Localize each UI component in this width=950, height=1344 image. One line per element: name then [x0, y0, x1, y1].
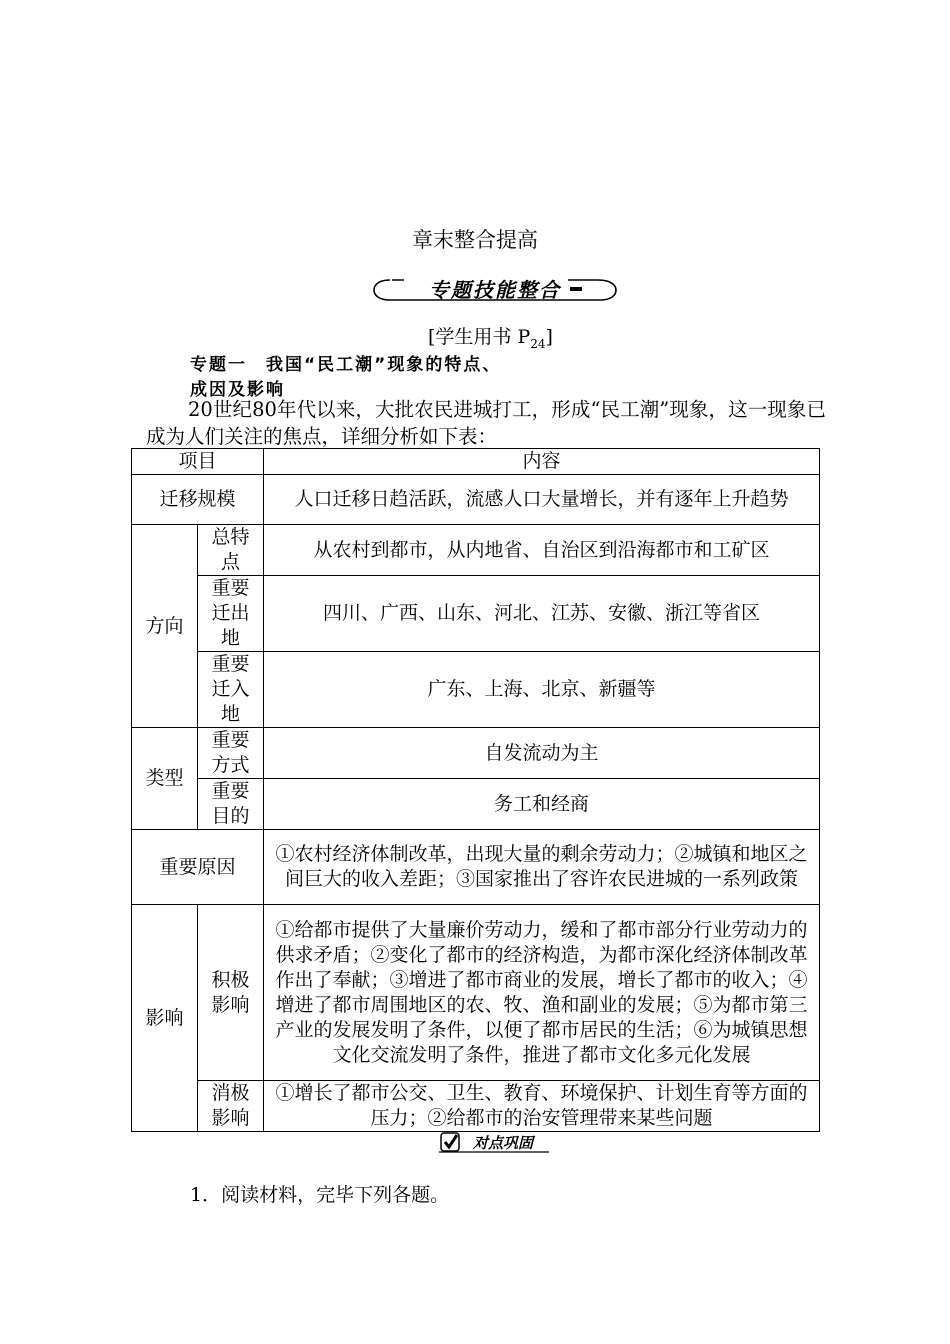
migration-table [131, 448, 820, 1132]
intro-paragraph: 20世纪80年代以来，大批农民进城打工，形成“民工潮”现象，这一现象已成为人们关注的焦点，详细分析如下表： [146, 398, 826, 448]
direction-content: 广东、上海、北京、新疆等 [264, 652, 820, 728]
question-1: 1．阅读材料，完毕下列各题。 [190, 1184, 450, 1206]
chapter-title: 章末整合提高 [412, 228, 538, 252]
cause-label: 重要原因 [132, 830, 264, 905]
book-ref-text: [学生用书 P [428, 326, 531, 348]
type-sub: 重要方式 [198, 728, 264, 779]
type-label: 类型 [132, 728, 198, 830]
type-sub: 重要目的 [198, 779, 264, 830]
scale-label: 迁移规模 [132, 475, 264, 525]
table-row [132, 728, 820, 779]
topic-heading-line2: 成因及影响 [190, 380, 285, 400]
table-row [132, 652, 820, 728]
practice-label: 对点巩固 [473, 1134, 534, 1152]
table-row [132, 830, 820, 905]
banner-label: 专题技能整合 [429, 278, 561, 302]
impact-sub: 消极影响 [198, 1081, 264, 1132]
table-row [132, 779, 820, 830]
topic-heading-line1: 专题一 我国“民工潮”现象的特点、 [190, 355, 502, 375]
type-content: 务工和经商 [264, 779, 820, 830]
table-row [132, 1081, 820, 1132]
cause-content: ①农村经济体制改革，出现大量的剩余劳动力；②城镇和地区之间巨大的收入差距；③国家推出了容许农民进城的一系列政策 [264, 830, 820, 905]
book-reference [428, 322, 553, 351]
impact-content: ①增长了都市公交、卫生、教育、环境保护、计划生育等方面的压力；②给都市的治安管理带来某些问题 [264, 1081, 820, 1132]
scale-content: 人口迁移日趋活跃，流感人口大量增长，并有逐年上升趋势 [264, 475, 820, 525]
impact-content: ①给都市提供了大量廉价劳动力，缓和了都市部分行业劳动力的供求矛盾；②变化了都市的经济构造，为都市深化经济体制改革作出了奉献；③增进了都市商业的发展，增长了都市的收入；④增进了都市周围地区的农、牧、渔和副业的发展；⑤为都市第三产业的发展发明了条件，以便了都市居民的生活；⑥为城镇思想文化交流发明了条件，推进了都市文化多元化发展 [264, 905, 820, 1081]
impact-sub: 积极影响 [198, 905, 264, 1081]
table-row [132, 475, 820, 525]
book-ref-page: 24 [530, 336, 546, 351]
section-banner [370, 272, 620, 308]
direction-content: 从农村到都市，从内地省、自治区到沿海都市和工矿区 [264, 525, 820, 576]
header-content: 内容 [264, 449, 820, 475]
book-ref-close: ] [545, 326, 553, 348]
direction-sub: 重要迁出地 [198, 576, 264, 652]
direction-label: 方向 [132, 525, 198, 728]
header-item: 项目 [132, 449, 264, 475]
practice-badge [437, 1132, 555, 1158]
table-row [132, 525, 820, 576]
table-row [132, 905, 820, 1081]
direction-sub: 重要迁入地 [198, 652, 264, 728]
type-content: 自发流动为主 [264, 728, 820, 779]
direction-content: 四川、广西、山东、河北、江苏、安徽、浙江等省区 [264, 576, 820, 652]
table-row [132, 576, 820, 652]
table-header-row [132, 449, 820, 475]
impact-label: 影响 [132, 905, 198, 1132]
direction-sub: 总特点 [198, 525, 264, 576]
